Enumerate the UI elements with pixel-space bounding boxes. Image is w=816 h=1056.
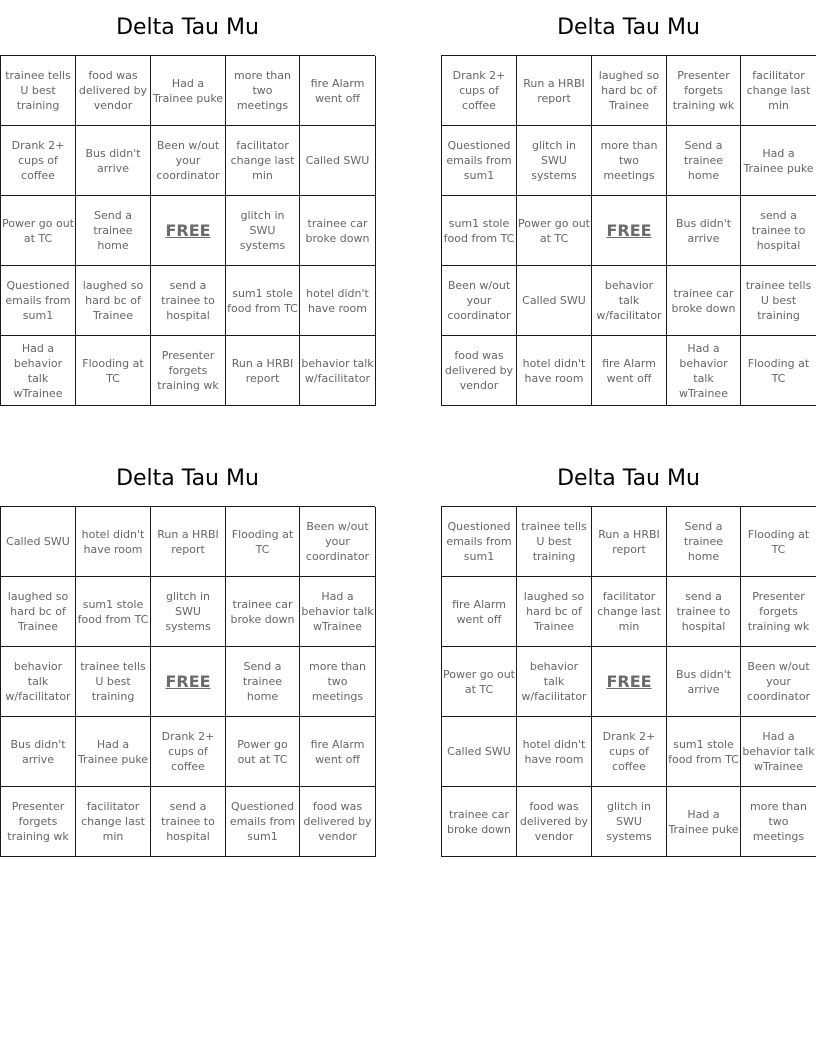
bingo-cell [741, 507, 816, 577]
bingo-cell [592, 126, 667, 196]
bingo-cell-text: glitch in SWU systems [606, 800, 652, 843]
bingo-cell [226, 647, 300, 717]
bingo-cell [76, 507, 151, 577]
bingo-cell [300, 266, 376, 336]
bingo-cell-text: Run a HRBI report [523, 76, 585, 105]
bingo-cell [517, 266, 592, 336]
bingo-cell [741, 266, 816, 336]
bingo-cell [592, 577, 667, 647]
bingo-cell [442, 266, 517, 336]
bingo-cell [592, 266, 667, 336]
bingo-cell [667, 577, 741, 647]
bingo-cell [151, 507, 226, 577]
bingo-cell-text: Presenter forgets training wk [747, 590, 810, 633]
bingo-cell [667, 507, 741, 577]
bingo-cell [300, 126, 376, 196]
bingo-cell [151, 577, 226, 647]
free-space-label: FREE [606, 672, 652, 691]
bingo-cell [442, 577, 517, 647]
bingo-cell [151, 787, 226, 857]
bingo-cell-text: facilitator change last min [81, 800, 145, 843]
bingo-cell-text: Drank 2+ cups of coffee [11, 139, 65, 182]
bingo-cell-text: send a trainee to hospital [161, 279, 215, 322]
bingo-cell-text: Questioned emails from sum1 [446, 520, 512, 563]
bingo-cell-text: glitch in SWU systems [165, 590, 211, 633]
bingo-cell [592, 787, 667, 857]
bingo-cell-text: Questioned emails from sum1 [446, 139, 512, 182]
bingo-cell [76, 56, 151, 126]
bingo-cell-text: Called SWU [447, 745, 511, 758]
bingo-cell [300, 507, 376, 577]
bingo-cell [1, 787, 76, 857]
bingo-cell-text: facilitator change last min [230, 139, 295, 182]
bingo-cell-text: Drank 2+ cups of coffee [161, 730, 215, 773]
bingo-cell-text: send a trainee to hospital [161, 800, 215, 843]
bingo-cell [517, 787, 592, 857]
bingo-cell-text: Presenter forgets training wk [7, 800, 69, 843]
bingo-cell [667, 336, 741, 406]
bingo-cell-text: Had a Trainee puke [743, 146, 814, 175]
bingo-cell [76, 266, 151, 336]
bingo-cell [151, 717, 226, 787]
bingo-cell-text: fire Alarm went off [602, 356, 656, 385]
bingo-grid [441, 506, 816, 857]
bingo-cell-text: Power go out at TC [443, 667, 515, 696]
bingo-cell-text: Flooding at TC [82, 356, 144, 385]
bingo-cell-text: trainee car broke down [447, 807, 511, 836]
bingo-grid [0, 506, 375, 857]
bingo-cell-text: laughed so hard bc of Trainee [523, 590, 585, 633]
bingo-cell [226, 56, 300, 126]
bingo-cell-text: Had a Trainee puke [668, 807, 739, 836]
bingo-cell [667, 787, 741, 857]
bingo-cell-text: Run a HRBI report [157, 527, 219, 556]
card-title: Delta Tau Mu [116, 466, 259, 491]
bingo-cell [741, 787, 816, 857]
bingo-cell-text: Been w/out your coordinator [746, 660, 811, 703]
bingo-cell-text: Been w/out your coordinator [156, 139, 220, 182]
bingo-cell-text: hotel didn't have room [306, 286, 369, 315]
bingo-cell [667, 196, 741, 266]
card-title: Delta Tau Mu [557, 466, 700, 491]
bingo-cell [741, 717, 816, 787]
bingo-cell-text: Bus didn't arrive [675, 667, 732, 696]
bingo-cell [442, 647, 517, 717]
bingo-cell-text: Had a Trainee puke [77, 737, 149, 766]
free-space-cell [592, 196, 667, 266]
bingo-cell [741, 196, 816, 266]
bingo-cell-text: Bus didn't arrive [675, 216, 732, 245]
bingo-cell [667, 266, 741, 336]
bingo-cell [667, 647, 741, 717]
bingo-cell-text: Flooding at TC [747, 356, 810, 385]
bingo-cell [741, 336, 816, 406]
bingo-cell-text: hotel didn't have room [81, 527, 145, 556]
free-space-label: FREE [165, 672, 211, 691]
bingo-cell-text: Been w/out your coordinator [447, 279, 511, 322]
bingo-cell-text: Bus didn't arrive [10, 737, 66, 766]
bingo-cell [517, 56, 592, 126]
bingo-cell [517, 577, 592, 647]
bingo-cell-text: hotel didn't have room [522, 356, 586, 385]
bingo-cell [1, 577, 76, 647]
bingo-cell [76, 126, 151, 196]
bingo-cell [151, 336, 226, 406]
bingo-cell [226, 336, 300, 406]
bingo-cell [442, 56, 517, 126]
bingo-cell-text: sum1 stole food from TC [668, 737, 739, 766]
bingo-cell-text: more than two meetings [309, 660, 366, 703]
bingo-cell [151, 56, 226, 126]
bingo-cell [741, 647, 816, 717]
bingo-cell-text: Bus didn't arrive [85, 146, 141, 175]
bingo-cell [442, 126, 517, 196]
bingo-cell [300, 577, 376, 647]
bingo-card-4 [441, 451, 816, 857]
bingo-cell [76, 717, 151, 787]
bingo-cell [76, 647, 151, 717]
bingo-cell [592, 507, 667, 577]
bingo-cell-text: Questioned emails from sum1 [229, 800, 296, 843]
bingo-cell-text: Send a trainee home [683, 520, 724, 563]
bingo-cell-text: facilitator change last min [597, 590, 661, 633]
bingo-cell-text: trainee tells U best training [521, 520, 587, 563]
bingo-cell-text: Flooding at TC [747, 527, 810, 556]
bingo-cell-text: laughed so hard bc of Trainee [7, 590, 69, 633]
bingo-cell [592, 717, 667, 787]
bingo-cell [300, 56, 376, 126]
bingo-cell [592, 336, 667, 406]
free-space-cell [151, 647, 226, 717]
bingo-cell-text: Had a Trainee puke [152, 76, 224, 105]
bingo-cell [442, 336, 517, 406]
bingo-cell-text: Presenter forgets training wk [157, 349, 219, 392]
bingo-cell-text: more than two meetings [750, 800, 807, 843]
bingo-cell-text: fire Alarm went off [310, 76, 365, 105]
bingo-grid [441, 55, 816, 406]
bingo-cell-text: trainee car broke down [230, 597, 295, 626]
bingo-cell-text: hotel didn't have room [522, 737, 586, 766]
card-title: Delta Tau Mu [116, 15, 259, 40]
bingo-cell-text: Called SWU [522, 294, 586, 307]
bingo-cell-text: food was delivered by vendor [444, 349, 514, 392]
bingo-cell [1, 717, 76, 787]
bingo-cell [300, 787, 376, 857]
bingo-cell-text: food was delivered by vendor [303, 800, 372, 843]
bingo-cell-text: behavior talk w/facilitator [301, 356, 374, 385]
bingo-cell-text: Drank 2+ cups of coffee [452, 69, 506, 112]
bingo-cell [592, 56, 667, 126]
bingo-cell [226, 266, 300, 336]
bingo-cell [1, 336, 76, 406]
bingo-cell-text: laughed so hard bc of Trainee [598, 69, 660, 112]
bingo-cell [517, 336, 592, 406]
bingo-cell [517, 717, 592, 787]
free-space-cell [151, 196, 226, 266]
bingo-cell [300, 336, 376, 406]
bingo-cell [76, 196, 151, 266]
bingo-cell [151, 126, 226, 196]
bingo-cell-text: Run a HRBI report [598, 527, 660, 556]
bingo-cell-text: more than two meetings [600, 139, 658, 182]
bingo-cell-text: food was delivered by vendor [519, 800, 589, 843]
free-space-label: FREE [606, 221, 652, 240]
bingo-cell [741, 577, 816, 647]
bingo-cell-text: Power go out at TC [237, 737, 288, 766]
bingo-cell-text: Had a behavior talk wTrainee [13, 341, 63, 400]
bingo-cell-text: laughed so hard bc of Trainee [82, 279, 144, 322]
bingo-cell-text: trainee tells U best training [745, 279, 812, 322]
bingo-cell [76, 577, 151, 647]
bingo-cell [1, 126, 76, 196]
bingo-cell-text: glitch in SWU systems [531, 139, 577, 182]
bingo-cell-text: behavior talk w/facilitator [521, 660, 587, 703]
bingo-cell-text: fire Alarm went off [452, 597, 506, 626]
bingo-cell [226, 507, 300, 577]
bingo-cell [517, 507, 592, 577]
bingo-cell-text: facilitator change last min [746, 69, 811, 112]
bingo-cell [151, 266, 226, 336]
bingo-card-2 [441, 0, 816, 406]
bingo-cell-text: Send a trainee home [683, 139, 724, 182]
bingo-cell-text: sum1 stole food from TC [443, 216, 515, 245]
bingo-cell [300, 196, 376, 266]
bingo-cell [1, 266, 76, 336]
bingo-cell-text: Questioned emails from sum1 [5, 279, 71, 322]
bingo-cell-text: sum1 stole food from TC [77, 597, 149, 626]
bingo-card-1 [0, 0, 375, 406]
bingo-grid [0, 55, 375, 406]
bingo-cell [226, 126, 300, 196]
bingo-cell-text: Had a behavior talk wTrainee [301, 590, 374, 633]
bingo-cell-text: fire Alarm went off [310, 737, 365, 766]
bingo-cell [76, 336, 151, 406]
bingo-cell-text: Run a HRBI report [231, 356, 294, 385]
bingo-cell-text: Called SWU [6, 535, 70, 548]
bingo-cell-text: sum1 stole food from TC [227, 286, 298, 315]
bingo-cell-text: trainee tells U best training [5, 69, 71, 112]
bingo-cell [300, 647, 376, 717]
bingo-cell [442, 196, 517, 266]
bingo-cell [442, 787, 517, 857]
bingo-cell-text: trainee car broke down [305, 216, 370, 245]
bingo-cell-text: Presenter forgets training wk [672, 69, 735, 112]
bingo-cell [442, 717, 517, 787]
bingo-cell-text: send a trainee to hospital [751, 209, 806, 252]
bingo-cell-text: behavior talk w/facilitator [596, 279, 662, 322]
bingo-cell-text: behavior talk w/facilitator [5, 660, 71, 703]
bingo-cell-text: Flooding at TC [231, 527, 294, 556]
bingo-cell [741, 56, 816, 126]
bingo-cell [442, 507, 517, 577]
bingo-cell [1, 56, 76, 126]
bingo-cell-text: more than two meetings [234, 69, 291, 112]
bingo-cell [76, 787, 151, 857]
bingo-cell [517, 126, 592, 196]
bingo-cell [517, 647, 592, 717]
bingo-cell [517, 196, 592, 266]
bingo-cell [226, 577, 300, 647]
bingo-cell-text: food was delivered by vendor [78, 69, 148, 112]
bingo-cell-text: Had a behavior talk wTrainee [742, 730, 815, 773]
free-space-label: FREE [165, 221, 211, 240]
free-space-cell [592, 647, 667, 717]
bingo-cell [226, 787, 300, 857]
card-title: Delta Tau Mu [557, 15, 700, 40]
bingo-cell-text: Power go out at TC [518, 216, 590, 245]
bingo-cell [1, 507, 76, 577]
bingo-cell [226, 717, 300, 787]
bingo-cell [300, 717, 376, 787]
bingo-cell-text: Power go out at TC [2, 216, 74, 245]
bingo-cell-text: Called SWU [305, 154, 370, 167]
bingo-cell-text: Drank 2+ cups of coffee [602, 730, 656, 773]
bingo-cell [741, 126, 816, 196]
bingo-card-3 [0, 451, 375, 857]
bingo-cell [1, 647, 76, 717]
bingo-cell-text: Send a trainee home [242, 660, 283, 703]
bingo-cell [667, 56, 741, 126]
bingo-cell [667, 126, 741, 196]
bingo-cell-text: send a trainee to hospital [676, 590, 731, 633]
bingo-cell-text: trainee car broke down [671, 286, 736, 315]
bingo-cell-text: Send a trainee home [93, 209, 133, 252]
bingo-cell [1, 196, 76, 266]
bingo-cell [226, 196, 300, 266]
bingo-cell-text: Been w/out your coordinator [305, 520, 370, 563]
bingo-cell-text: glitch in SWU systems [239, 209, 286, 252]
bingo-cell [667, 717, 741, 787]
bingo-cell-text: Had a behavior talk wTrainee [679, 341, 728, 400]
bingo-cell-text: trainee tells U best training [80, 660, 146, 703]
